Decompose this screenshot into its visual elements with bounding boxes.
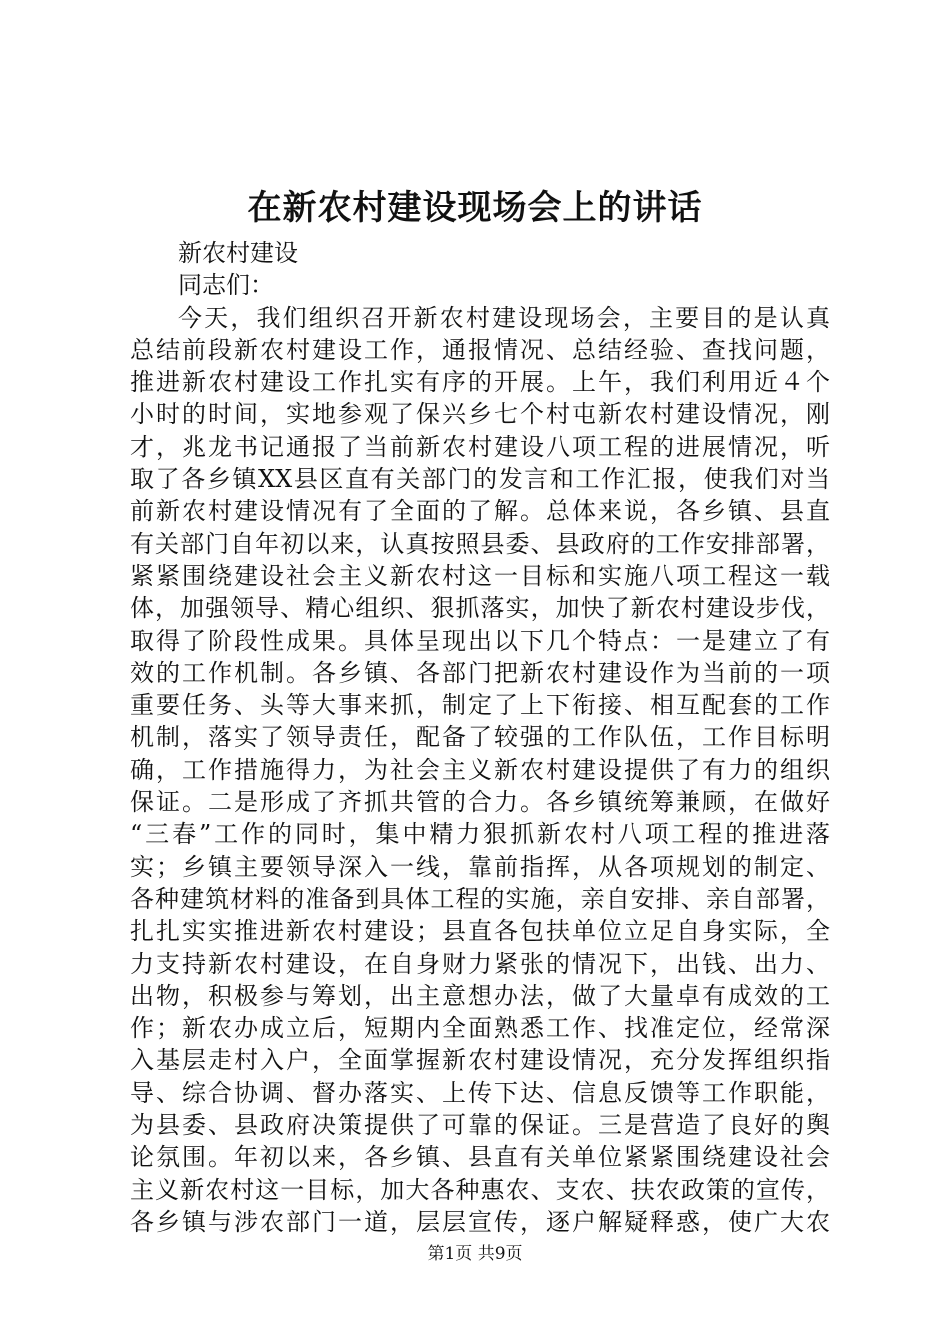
paragraph-line: 论氛围。年初以来，各乡镇、县直有关单位紧紧围绕建设社会 xyxy=(130,1143,830,1172)
paragraph-line: 才，兆龙书记通报了当前新农村建设八项工程的进展情况，听 xyxy=(130,432,830,461)
paragraph-line: 有关部门自年初以来，认真按照县委、县政府的工作安排部署， xyxy=(130,529,830,558)
paragraph-line: 今天，我们组织召开新农村建设现场会，主要目的是认真 xyxy=(178,303,830,332)
paragraph-line: 实；乡镇主要领导深入一线，靠前指挥，从各项规划的制定、 xyxy=(130,852,830,881)
paragraph-line: 总结前段新农村建设工作，通报情况、总结经验、查找问题， xyxy=(130,335,830,364)
paragraph-line: 重要任务、头等大事来抓，制定了上下衔接、相互配套的工作 xyxy=(130,691,830,720)
paragraph-line: 主义新农村这一目标，加大各种惠农、支农、扶农政策的宣传， xyxy=(130,1175,830,1204)
paragraph-line: 各种建筑材料的准备到具体工程的实施，亲自安排、亲自部署， xyxy=(130,884,830,913)
paragraph-line: “三春”工作的同时，集中精力狠抓新农村八项工程的推进落 xyxy=(130,820,830,849)
paragraph-line: 保证。二是形成了齐抓共管的合力。各乡镇统筹兼顾，在做好 xyxy=(130,788,830,817)
paragraph-line: 确，工作措施得力，为社会主义新农村建设提供了有力的组织 xyxy=(130,755,830,784)
paragraph-line: 力支持新农村建设，在自身财力紧张的情况下，出钱、出力、 xyxy=(130,949,830,978)
document-subtitle: 新农村建设 xyxy=(178,239,298,267)
paragraph-line: 效的工作机制。各乡镇、各部门把新农村建设作为当前的一项 xyxy=(130,658,830,687)
paragraph-line: 小时的时间，实地参观了保兴乡七个村屯新农村建设情况，刚 xyxy=(130,400,830,429)
paragraph-line: 前新农村建设情况有了全面的了解。总体来说，各乡镇、县直 xyxy=(130,497,830,526)
paragraph xyxy=(130,302,830,1239)
paragraph-line: 紧紧围绕建设社会主义新农村这一目标和实施八项工程这一载 xyxy=(130,561,830,590)
paragraph-line: 为县委、县政府决策提供了可靠的保证。三是营造了良好的舆 xyxy=(130,1111,830,1140)
paragraph-line: 取得了阶段性成果。具体呈现出以下几个特点：一是建立了有 xyxy=(130,626,830,655)
paragraph-line: 取了各乡镇XX县区直有关部门的发言和工作汇报，使我们对当 xyxy=(130,465,830,494)
paragraph-line: 机制，落实了领导责任，配备了较强的工作队伍，工作目标明 xyxy=(130,723,830,752)
paragraph-line: 导、综合协调、督办落实、上传下达、信息反馈等工作职能， xyxy=(130,1078,830,1107)
paragraph-line: 扎扎实实推进新农村建设；县直各包扶单位立足自身实际，全 xyxy=(130,917,830,946)
paragraph-line: 各乡镇与涉农部门一道，层层宣传，逐户解疑释惑，使广大农 xyxy=(130,1207,830,1236)
paragraph-line: 入基层走村入户，全面掌握新农村建设情况，充分发挥组织指 xyxy=(130,1046,830,1075)
paragraph-line: 体，加强领导、精心组织、狠抓落实，加快了新农村建设步伐， xyxy=(130,594,830,623)
page-number: 第1页 共9页 xyxy=(427,1244,523,1264)
document-body xyxy=(130,237,830,1238)
paragraph-line: 出物，积极参与筹划，出主意想办法，做了大量卓有成效的工 xyxy=(130,981,830,1010)
salutation: 同志们： xyxy=(178,271,274,300)
paragraph-line: 推进新农村建设工作扎实有序的开展。上午，我们利用近４个 xyxy=(130,368,830,397)
paragraph-line: 作；新农办成立后，短期内全面熟悉工作、找准定位，经常深 xyxy=(130,1014,830,1043)
document-title: 在新农村建设现场会上的讲话 xyxy=(247,188,703,228)
